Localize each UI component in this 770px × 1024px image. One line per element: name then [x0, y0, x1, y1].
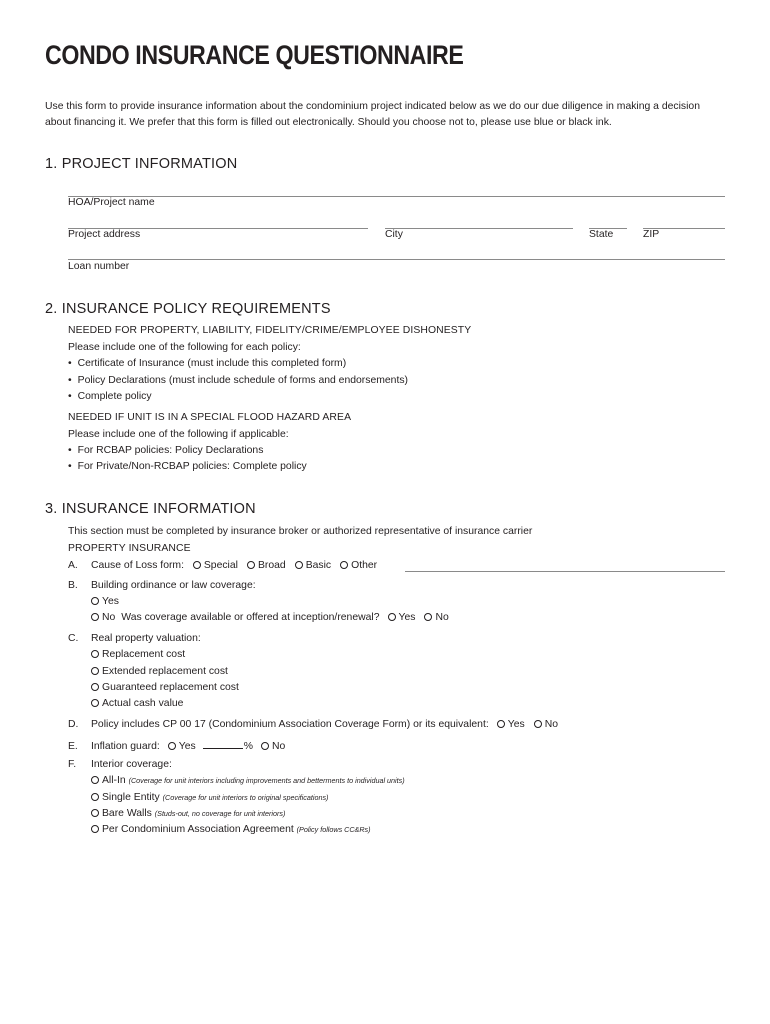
option-note: (Studs-out, no coverage for unit interiors)	[154, 809, 286, 818]
radio-circle-icon[interactable]	[497, 720, 505, 728]
option-note: (Policy follows CC&Rs)	[296, 825, 371, 834]
section-3-note: This section must be completed by insurance broker or authorized representative of insurance carrier	[68, 526, 533, 537]
percent-sign: %	[243, 741, 253, 752]
ordinance-law-label: Building ordinance or law coverage:	[91, 580, 256, 591]
interior-coverage-label: Interior coverage:	[91, 759, 172, 770]
radio-circle-icon[interactable]	[340, 561, 348, 569]
valuation-replacement-option[interactable]	[91, 649, 185, 660]
cause-basic-option[interactable]	[295, 560, 331, 571]
interior-coverage-row	[68, 759, 172, 770]
ordinance-no-row	[91, 612, 458, 623]
ordinance-law-row	[68, 580, 256, 591]
cause-broad-option[interactable]	[247, 560, 286, 571]
requirements-subheading-1: NEEDED FOR PROPERTY, LIABILITY, FIDELITY/CRIME/EMPLOYEE DISHONESTY	[68, 325, 472, 336]
radio-circle-icon[interactable]	[168, 742, 176, 750]
item-letter: C.	[68, 633, 79, 644]
inflation-guard-row	[68, 739, 294, 752]
valuation-guaranteed-option[interactable]	[91, 682, 239, 693]
cp-0017-label: Policy includes CP 00 17 (Condominium Association Coverage Form) or its equivalent:	[91, 719, 489, 730]
cp-0017-yes-option[interactable]	[497, 719, 525, 730]
option-label: Special	[203, 560, 238, 571]
option-label: Yes	[398, 612, 416, 623]
radio-circle-icon[interactable]	[91, 809, 99, 817]
option-label: No	[544, 719, 558, 730]
section-2-heading: 2. INSURANCE POLICY REQUIREMENTS	[45, 301, 331, 317]
option-label: Basic	[305, 560, 332, 571]
hoa-name-field[interactable]	[68, 196, 725, 197]
inflation-guard-label: Inflation guard:	[91, 741, 160, 752]
radio-circle-icon[interactable]	[91, 650, 99, 658]
hoa-name-label: HOA/Project name	[68, 197, 155, 208]
radio-circle-icon[interactable]	[91, 597, 99, 605]
requirement-bullet: • Certificate of Insurance (must include this completed form)	[68, 358, 346, 369]
item-letter: F.	[68, 759, 77, 770]
radio-circle-icon[interactable]	[91, 683, 99, 691]
requirements-intro-2: Please include one of the following if applicable:	[68, 429, 289, 440]
requirements-intro-1: Please include one of the following for each policy:	[68, 342, 301, 353]
option-label: Yes	[102, 596, 119, 607]
cause-of-loss-label: Cause of Loss form:	[91, 560, 184, 571]
flood-bullet: • For Private/Non-RCBAP policies: Complete policy	[68, 461, 307, 472]
requirement-bullet: • Policy Declarations (must include schedule of forms and endorsements)	[68, 375, 408, 386]
option-label: All-In	[102, 775, 126, 786]
option-label: Extended replacement cost	[102, 666, 228, 677]
radio-circle-icon[interactable]	[261, 742, 269, 750]
coverage-offered-no-option[interactable]	[424, 612, 448, 623]
option-label: Single Entity	[102, 792, 160, 803]
interior-single-entity-option[interactable]	[91, 792, 328, 803]
section-1-heading: 1. PROJECT INFORMATION	[45, 156, 238, 172]
loan-number-label: Loan number	[68, 261, 130, 272]
item-letter: E.	[68, 741, 78, 752]
valuation-row	[68, 633, 201, 644]
radio-circle-icon[interactable]	[91, 776, 99, 784]
cause-other-field[interactable]	[405, 571, 725, 572]
interior-all-in-option[interactable]	[91, 775, 405, 786]
flood-bullet: • For RCBAP policies: Policy Declarations	[68, 445, 263, 456]
inflation-no-option[interactable]	[261, 741, 285, 752]
radio-circle-icon[interactable]	[295, 561, 303, 569]
radio-circle-icon[interactable]	[91, 613, 99, 621]
radio-circle-icon[interactable]	[91, 825, 99, 833]
cp-0017-no-option[interactable]	[534, 719, 558, 730]
option-label: Actual cash value	[102, 698, 184, 709]
option-label: Bare Walls	[102, 808, 152, 819]
item-letter: A.	[68, 560, 78, 571]
item-letter: B.	[68, 580, 78, 591]
intro-text: Use this form to provide insurance information about the condominium project indicated below as we do our due diligence in making a decision about financing it. We prefer that this form is filled out electronically. Should you choose not to, please use blue or black ink.	[45, 101, 700, 128]
state-label: State	[589, 229, 614, 240]
radio-circle-icon[interactable]	[388, 613, 396, 621]
city-field[interactable]	[385, 228, 573, 229]
interior-bare-walls-option[interactable]	[91, 808, 285, 819]
radio-circle-icon[interactable]	[424, 613, 432, 621]
inflation-percent-field[interactable]	[203, 739, 243, 749]
section-3-heading: 3. INSURANCE INFORMATION	[45, 501, 256, 517]
radio-circle-icon[interactable]	[534, 720, 542, 728]
option-label: No	[102, 612, 116, 623]
requirement-bullet: • Complete policy	[68, 391, 152, 402]
option-note: (Coverage for unit interiors including improvements and betterments to individual units)	[128, 776, 405, 785]
radio-circle-icon[interactable]	[91, 793, 99, 801]
requirements-subheading-2: NEEDED IF UNIT IS IN A SPECIAL FLOOD HAZARD AREA	[68, 412, 352, 423]
coverage-offered-question: Was coverage available or offered at inception/renewal?	[121, 612, 380, 623]
coverage-offered-yes-option[interactable]	[388, 612, 416, 623]
option-label: Replacement cost	[102, 649, 186, 660]
option-label: Other	[351, 560, 378, 571]
interior-per-agreement-option[interactable]	[91, 824, 371, 835]
valuation-actual-cash-option[interactable]	[91, 698, 183, 709]
option-label: No	[435, 612, 449, 623]
zip-label: ZIP	[643, 229, 660, 240]
cp-0017-row	[68, 719, 567, 730]
option-label: Yes	[507, 719, 525, 730]
city-label: City	[385, 229, 403, 240]
cause-of-loss-row	[68, 560, 386, 571]
option-note: (Coverage for unit interiors to original specifications)	[162, 793, 329, 802]
loan-number-field[interactable]	[68, 259, 725, 260]
inflation-yes-option[interactable]	[168, 741, 196, 752]
page-title: CONDO INSURANCE QUESTIONNAIRE	[45, 40, 464, 70]
option-label: Per Condominium Association Agreement	[102, 824, 294, 835]
cause-other-option[interactable]	[340, 560, 377, 571]
ordinance-yes-option[interactable]	[91, 596, 119, 607]
project-address-label: Project address	[68, 229, 141, 240]
ordinance-no-option[interactable]	[91, 612, 115, 623]
cause-special-option[interactable]	[193, 560, 238, 571]
radio-circle-icon[interactable]	[91, 667, 99, 675]
option-label: Broad	[257, 560, 286, 571]
option-label: No	[271, 741, 286, 752]
radio-circle-icon[interactable]	[247, 561, 255, 569]
radio-circle-icon[interactable]	[91, 699, 99, 707]
valuation-label: Real property valuation:	[91, 633, 201, 644]
item-letter: D.	[68, 719, 79, 730]
option-label: Yes	[178, 741, 196, 752]
option-label: Guaranteed replacement cost	[102, 682, 239, 693]
property-insurance-label: PROPERTY INSURANCE	[68, 543, 191, 554]
valuation-extended-option[interactable]	[91, 666, 228, 677]
radio-circle-icon[interactable]	[193, 561, 201, 569]
